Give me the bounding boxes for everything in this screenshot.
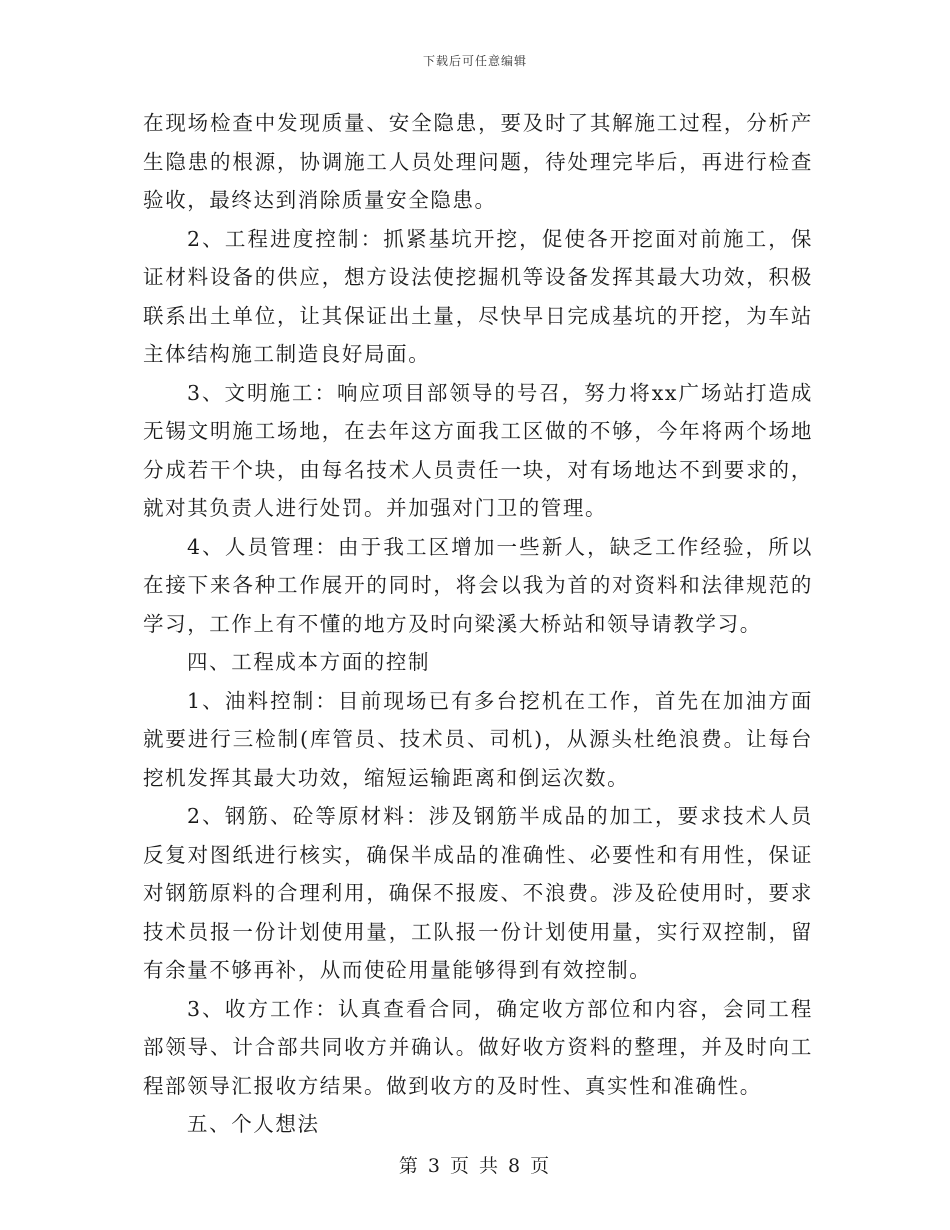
page-number-label: 第 3 页 共 8 页 xyxy=(398,1155,552,1177)
paragraph-5: 1、油料控制：目前现场已有多台挖机在工作，首先在加油方面就要进行三检制(库管员、技术员、司机)，从源头杜绝浪费。让每台挖机发挥其最大功效，缩短运输距离和倒运次数。 xyxy=(143,688,813,790)
section-heading-4: 四、工程成本方面的控制 xyxy=(187,650,431,674)
paragraph-2: 2、工程进度控制：抓紧基坑开挖，促使各开挖面对前施工，保证材料设备的供应，想方设法使挖掘机等设备发挥其最大功效，积极联系出土单位，让其保证出土量，尽快早日完成基坑的开挖，为车站主体结构施工制造良好局面。 xyxy=(143,226,813,366)
paragraph-7: 3、收方工作：认真查看合同，确定收方部位和内容，会同工程部领导、计合部共同收方并确认。做好收方资料的整理，并及时向工程部领导汇报收方结果。做到收方的及时性、真实性和准确性。 xyxy=(143,996,813,1098)
paragraph-3: 3、文明施工：响应项目部领导的号召，努力将xx广场站打造成无锡文明施工场地，在去年这方面我工区做的不够，今年将两个场地分成若干个块，由每名技术人员责任一块，对有场地达不到要求的，就对其负责人进行处罚。并加强对门卫的管理。 xyxy=(143,380,813,520)
paragraph-6: 2、钢筋、砼等原材料：涉及钢筋半成品的加工，要求技术人员反复对图纸进行核实，确保半成品的准确性、必要性和有用性，保证对钢筋原料的合理利用，确保不报废、不浪费。涉及砼使用时，要求技术员报一份计划使用量，工队报一份计划使用量，实行双控制，留有余量不够再补，从而使砼用量能够得到有效控制。 xyxy=(143,804,813,982)
section-heading-5: 五、个人想法 xyxy=(187,1112,320,1136)
header-note: 下载后可任意编辑 xyxy=(422,54,527,68)
page-number-footer xyxy=(0,1151,950,1178)
paragraph-4: 4、人员管理：由于我工区增加一些新人，缺乏工作经验，所以在接下来各种工作展开的同时，将会以我为首的对资料和法律规范的学习，工作上有不懂的地方及时向梁溪大桥站和领导请教学习。 xyxy=(143,534,813,636)
paragraph-1: 在现场检查中发现质量、安全隐患，要及时了其解施工过程，分析产生隐患的根源，协调施工人员处理问题，待处理完毕后，再进行检查验收，最终达到消除质量安全隐患。 xyxy=(143,111,813,212)
body-text xyxy=(143,104,813,1144)
